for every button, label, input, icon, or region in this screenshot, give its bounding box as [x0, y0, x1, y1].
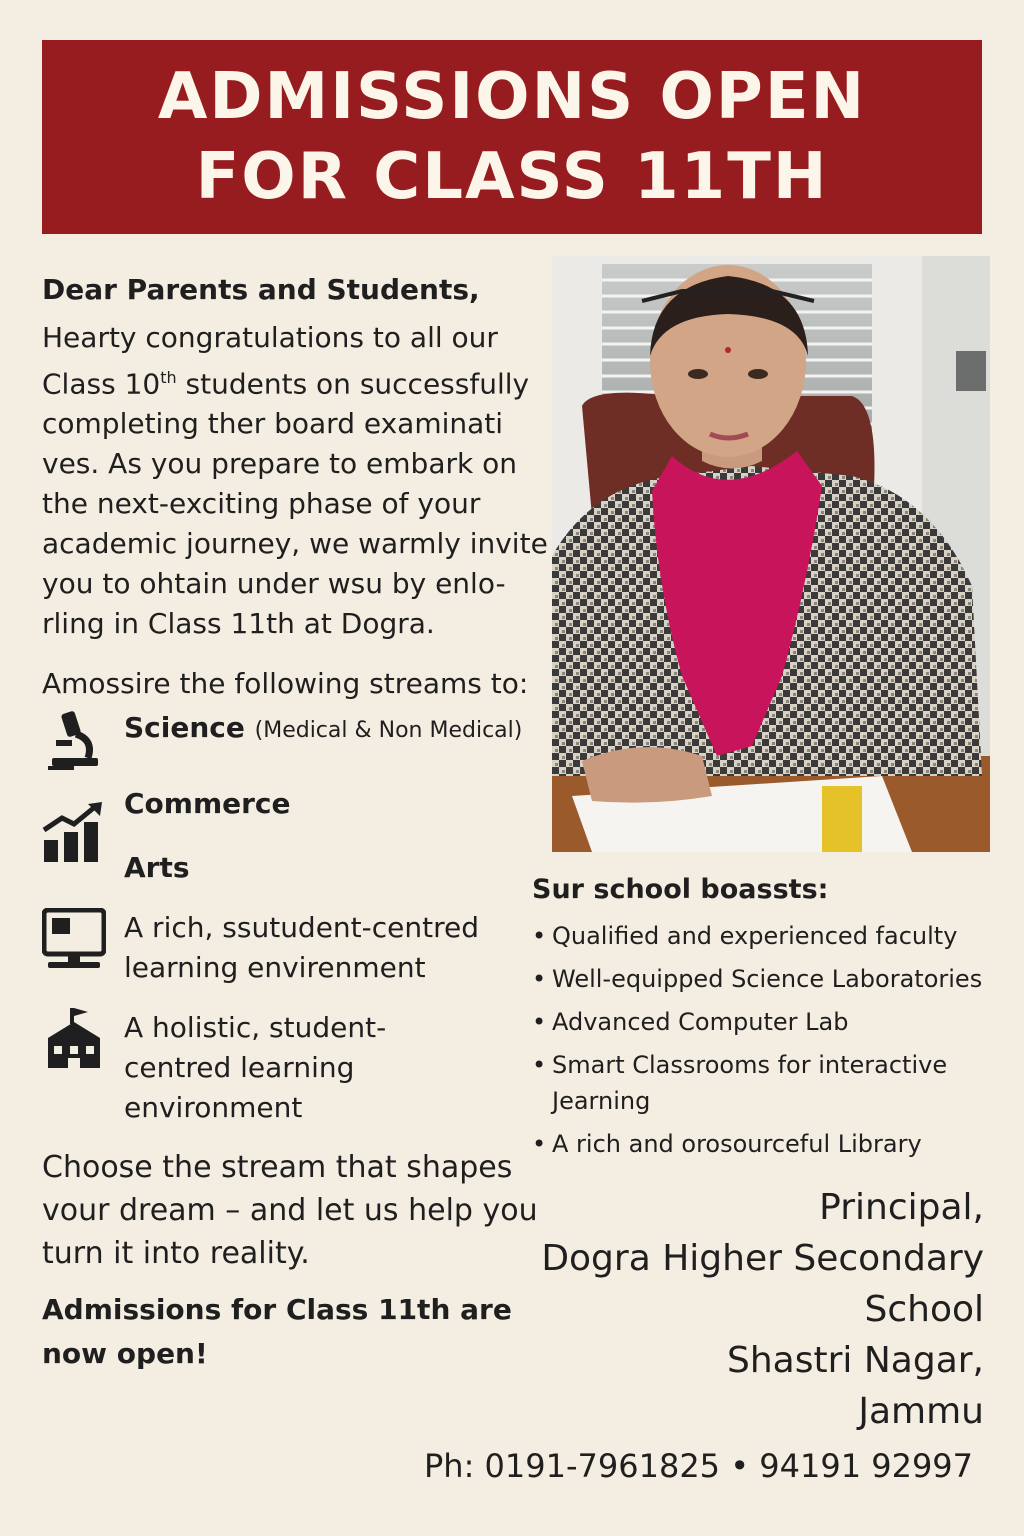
feature-learning [42, 908, 504, 988]
stream-commerce-name: Commerce [124, 787, 291, 820]
microscope-icon [42, 708, 106, 772]
feature-holistic-text: A holistic, student-centred learning environment [124, 1011, 387, 1124]
feature-holistic [42, 1008, 424, 1128]
stream-science [42, 708, 522, 772]
growth-chart-icon [42, 800, 106, 864]
principal-photo [552, 256, 990, 852]
streams-lead: Amossire the following streams to: [42, 667, 529, 701]
computer-icon [42, 908, 106, 972]
boasts-list [532, 918, 1012, 1162]
stream-science-name: Science [124, 711, 245, 744]
boast-item: • Well-equipped Science Laboratories [532, 961, 1012, 997]
greeting: Dear Parents and Students, [42, 273, 480, 306]
phone-numbers: Ph: 0191-7961825 • 94191 92997 [424, 1447, 974, 1485]
letter-column [42, 268, 552, 1370]
stream-science-note: (Medical & Non Medical) [254, 718, 523, 743]
headline-banner [42, 40, 982, 234]
school-boasts [532, 870, 1012, 1169]
headline-line-1: ADMISSIONS OPEN [157, 60, 867, 134]
closing-text: Choose the stream that shapes vour dream – and let us help you turn it into reality. [42, 1150, 538, 1271]
principal-signature [524, 1182, 984, 1437]
boast-item: • Advanced Computer Lab [532, 1004, 1012, 1040]
headline-line-2: FOR CLASS 11TH [195, 140, 829, 214]
boast-item: • Smart Classrooms for interactive Jearning [532, 1047, 972, 1119]
intro-text-start: Hearty congratulations to all our Class 10 [42, 321, 498, 401]
signature-school-cont: School [864, 1289, 984, 1330]
admissions-open-note: Admissions for Class 11th are now open! [42, 1293, 512, 1370]
stream-arts [124, 848, 190, 888]
stream-arts-name: Arts [124, 851, 190, 884]
boast-item: • Qualified and experienced faculty [532, 918, 1012, 954]
feature-learning-text: A rich, ssutudent-centred learning envirenment [124, 911, 480, 984]
intro-paragraph [42, 318, 552, 644]
boast-item: • A rich and orosourceful Library [532, 1126, 1012, 1162]
intro-text-end: students on successfully completing ther board examinati ves. As you prepare to embark on the next-exciting phase of your academic journey, we warmly invite you to ohtain under wsu by enlo-rling in Class 11th at Dogra. [42, 367, 548, 641]
signature-school: Dogra Higher Secondary [541, 1238, 984, 1279]
signature-title: Principal, [819, 1187, 984, 1228]
boasts-title: Sur school boassts: [532, 874, 829, 905]
signature-city: Jammu [858, 1391, 984, 1432]
intro-superscript: th [160, 368, 177, 387]
signature-locality: Shastri Nagar, [727, 1340, 984, 1381]
school-building-icon [42, 1008, 106, 1072]
